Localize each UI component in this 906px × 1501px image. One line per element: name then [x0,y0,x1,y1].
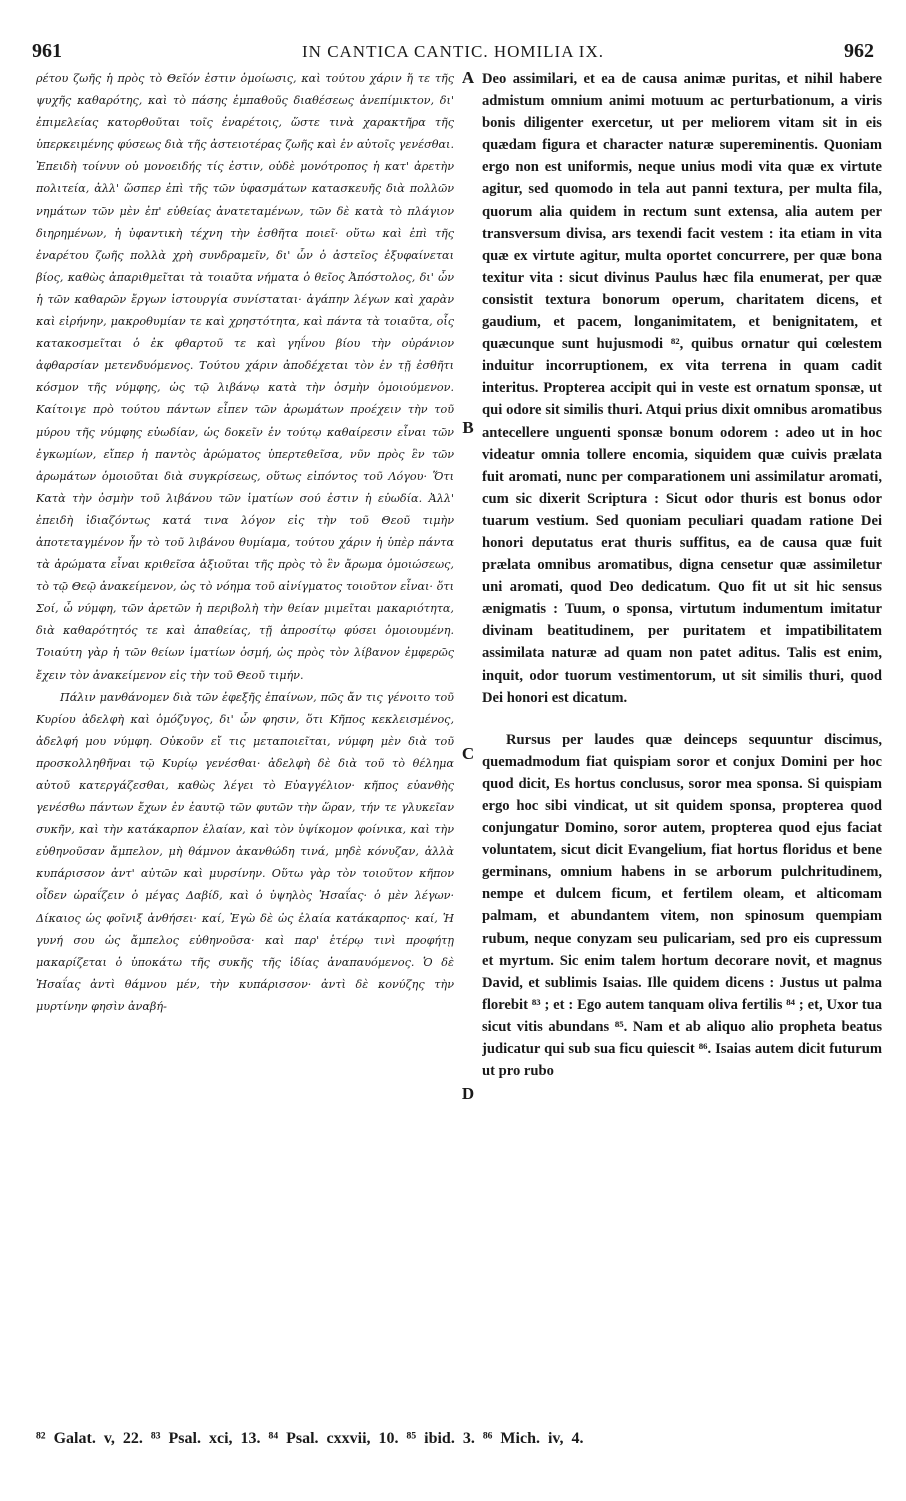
page-header [30,40,876,66]
margin-marker-c: C [461,744,475,763]
page-number-right: 962 [844,40,874,62]
running-title: IN CANTICA CANTIC. HOMILIA IX. [302,42,604,61]
margin-markers [458,68,478,1428]
margin-marker-b: B [462,418,474,437]
greek-paragraph-2: Πάλιν μανθάνομεν διὰ τῶν ἐφεξῆς ἐπαίνων, πῶς ἄν τις γένοιτο τοῦ Κυρίου ἀδελφὴ καὶ ὁμόζυγος, δι' ὧν φησιν, ὅτι Κῆπος κεκλεισμένος, ἀδελφή μου νύμφη. Οὐκοῦν εἴ τις μεταποιεῖται, νύμφη μὲν διὰ τοῦ προσκολληθῆναι τῷ Κυρίῳ γενέσθαι· ἀδελφὴ δὲ διὰ τοῦ τὸ θέλημα αὐτοῦ κατεργάζεσθαι, καθὼς λέγει τὸ Εὐαγγέλιον· κῆπος εὐανθὴς γενέσθω πάντων ἔχων ἐν ἑαυτῷ τῶν φυτῶν τὴν ὥραν, τήν τε γλυκεῖαν συκῆν, καὶ τὴν κατάκαρπον ἐλαίαν, καὶ τὸν ὑψίκομον φοίνικα, καὶ τὴν εὐθηνοῦσαν ἄμπελον, μὴ θάμνον ἀκανθώδη τινά, μηδὲ κόνυζαν, ἀλλὰ κυπάρισσον ἀντ' αὐτῶν καὶ μυρσίνην. Οὕτω γὰρ τὸν τοιοῦτον κῆπον οἶδεν ὡραΐζειν ὁ μέγας Δαβίδ, καὶ ὁ ὑψηλὸς Ἡσαΐας· ὁ μὲν λέγων· Δίκαιος ὡς φοῖνιξ ἀνθήσει· καί, Ἐγὼ δὲ ὡς ἐλαία κατάκαρπος· καί, Ἡ γυνή σου ὡς ἄμπελος εὐθηνοῦσα· καὶ παρ' ἑτέρῳ τινὶ προφήτῃ μακαρίζεται ὁ ὑποκάτω τῆς συκῆς τῆς ἰδίας ἀναπαυόμενος. Ὁ δὲ Ἡσαΐας ἀντὶ θάμνου μέν, τὴν κυπάρισσον· ἀντὶ δὲ κονύζης τὴν μυρτίνην φησὶν ἀναβή- [36,690,454,1013]
page-number-left: 961 [32,40,62,62]
latin-column [482,68,882,1428]
greek-paragraph-1: ρέτου ζωῆς ἡ πρὸς τὸ Θεῖόν ἐστιν ὁμοίωσις, καὶ τούτου χάριν ἥ τε τῆς ψυχῆς καθαρότης, καὶ τὸ πάσης ἐμπαθοῦς διαθέσεως ἀνεπίμικτον, δι' ἐπιμελείας κατορθοῦται τοῖς ἐναρέτοις, ὥστε τινὰ χαρακτῆρα τῆς ὑπερκειμένης φύσεως διὰ τῆς ἀστειοτέρας ζωῆς καὶ ἐν αὐτοῖς γενέσθαι. Ἐπειδὴ τοίνυν οὐ μονοειδής τίς ἐστιν, οὐδὲ μονότροπος ἡ κατ' ἀρετὴν πολιτεία, ἀλλ' ὥσπερ ἐπὶ τῆς τῶν ὑφασμάτων κατασκευῆς διὰ πολλῶν νημάτων τῶν μὲν ἐπ' εὐθείας ἀνατεταμένων, τῶν δὲ κατὰ τὸ πλάγιον διηρημένων, ἡ ὑφαντικὴ τέχνη τὴν ἐσθῆτα ποιεῖ· οὕτω καὶ ἐπὶ τῆς ἐναρέτου ζωῆς πολλὰ χρὴ συνδραμεῖν, δι' ὧν ὁ ἀστεῖος ἐξυφαίνεται βίος, καθὼς ἀπαριθμεῖται τὰ τοιαῦτα νήματα ὁ θεῖος Ἀπόστολος, δι' ὧν ἡ τῶν καθαρῶν ἔργων ἱστουργία συνίσταται· ἀγάπην λέγων καὶ χαρὰν καὶ εἰρήνην, μακροθυμίαν τε καὶ χρηστότητα, καὶ πάντα τὰ τοιαῦτα, οἷς κατακοσμεῖται ὁ ἐκ φθαρτοῦ τε καὶ γηΐνου βίου τὴν οὐράνιον ἀφθαρσίαν μετενδυόμενος. Τούτου χάριν ἀποδέχεται τὸν ἐν τῇ ἐσθῆτι κόσμον τῆς νύμφης, ὡς τῷ λιβάνῳ κατὰ τὴν ὀσμὴν ὁμοιούμενον. Καίτοιγε πρὸ τούτου πάντων εἶπεν τῶν ἀρωμάτων προέχειν τὴν τοῦ μύρου τῆς νύμφης εὐωδίαν, ὡς δοκεῖν ἐν τούτῳ καθαίρεσιν εἶναι τῶν ἐγκωμίων, εἴπερ ἡ παντὸς ἀρώματος ὑπερτεθεῖσα, νῦν πρὸς ἓν τῶν ἀρωμάτων ὁμοιοῦται διὰ συγκρίσεως, οὕτως εἰπόντος τοῦ Λόγου· Ὅτι Κατὰ τὴν ὀσμὴν τοῦ λιβάνου τῶν ἱματίων σού ἐστιν ἡ εὐωδία. Ἀλλ' ἐπειδὴ ἰδιαζόντως κατά τινα λόγον εἰς τὴν τοῦ Θεοῦ τιμὴν ἀποτεταγμένον ἦν τὸ τοῦ λιβάνου θυμίαμα, τούτου χάριν ἡ ὑπὲρ πάντα τὰ ἀρώματα εἶναι κριθεῖσα ἀξιοῦται τῆς πρὸς τὸ ἓν ἄρωμα ὁμοιώσεως, τὸ τῷ Θεῷ ἀνακείμενον, ὡς τὸ νόημα τοῦ αἰνίγματος τοιοῦτον εἶναι· ὅτι Σοί, ὦ νύμφη, τῶν ἀρετῶν ἡ περιβολὴ τὴν θείαν μιμεῖται μακαριότητα, διὰ καθαρότητός τε καὶ ἀπαθείας, τῇ ἀπροσίτῳ φύσει ὁμοιουμένη. Τοιαύτη γὰρ ἡ τῶν θείων ἱματίων ὀσμή, ὡς πρὸς τὸν λίβανον ἐμφερῶς ἔχειν τὸν ἀνακείμενον εἰς τὴν τοῦ Θεοῦ τιμήν. [36,72,454,682]
margin-marker-a: A [461,68,475,87]
latin-paragraph-2: Rursus per laudes quæ deinceps sequuntur discimus, quemadmodum fiat quispiam soror et conjux Domini per hoc quod dicit, Es hortus conclusus, soror mea sponsa. Si quispiam ergo hoc sibi vindicat, ut sit quidem sponsa, propterea quod conjungatur Domino, soror autem, propterea quod ejus faciat voluntatem, sicut dicit Evangelium, fiat hortus floridus et bene germinans, omnium habens in se arborum pulchritudinem, nempe et dulcem ficum, et fertilem oleam, et alticomam palmam, et abundantem vitem, non spinosum quempiam rubum, neque conyzam seu pulicariam, sed pro eis cupressum et myrtum. Sic enim talem hortum decorare novit, et magnus David, et sublimis Isaias. Ille quidem dicens : Justus ut palma florebit ⁸³ ; et : Ego autem tanquam oliva fertilis ⁸⁴ ; et, Uxor tua sicut vitis abundans ⁸⁵. Nam et ab aliquo alio propheta beatus judicatur qui sub sua ficu quiescit ⁸⁶. Isaias autem dicit futurum ut pro rubo [482,731,882,1080]
latin-paragraph-1: Deo assimilari, et ea de causa animæ puritas, et nihil habere admistum omnium animi motuum ac perturbationum, a viris bonis diligenter exercetur, ut per meliorem vitam sit in eis quædam figura et character naturæ supereminentis. Quoniam ergo non est uniformis, neque unius modi vita quæ ex virtute agitur, sed quomodo in tela aut panni textura, per multa fila, quorum alia quidem in rectum sunt extensa, alia autem per transversum divisa, ars texendi facit vestem : ita etiam in vita quæ ex virtute agitur, multa oportet concurrere, per quæ bona texitur vita : sicut divinus Paulus hæc fila enumerat, per quæ consistit textura bonorum operum, charitatem dicens, et gaudium, et pacem, longanimitatem, et benignitatem, et quæcunque sunt hujusmodi ⁸², quibus ornatur qui cœlestem induitur incorruptionem, ex vita terrena in quam cadit interitus. Propterea accipit qui in veste est ornatum sponsæ, ut qui odore sit similis thuri. Atqui prius dixit omnibus aromatibus antecellere unguenti sponsæ bonum odorem : adeo ut in hoc videatur omnia tollere encomia, siquidem quæ cuivis prælata fuit aromati, nunc per comparationem uni assimilatur aromati, cum sic dixerit Scriptura : Sicut odor thuris est bonus odor tuarum vestium. Sed quoniam peculiari quadam ratione Dei honori deputatus erat thuris suffitus, ea de causa quæ fuit prælata omnibus aromatibus, digna censetur quæ assimiletur uni aromati, quod Deo dedicatum. Quo fit ut sit hic sensus ænigmatis : Tuum, o sponsa, virtutum indumentum imitatur divinam beatitudinem, per puritatem et impatibilitatem assimilata naturæ ad quam non patet aditus. Talis est enim, inquit, odor tuorum vestimentorum, ut sit similis thuri, quod Dei honori est dicatum. [482,71,882,706]
margin-marker-d: D [461,1084,475,1103]
greek-column [36,68,454,1428]
footnotes: ⁸² Galat. v, 22. ⁸³ Psal. xci, 13. ⁸⁴ Psal. cxxvii, 10. ⁸⁵ ibid. 3. ⁸⁶ Mich. iv, 4. [36,1430,584,1447]
